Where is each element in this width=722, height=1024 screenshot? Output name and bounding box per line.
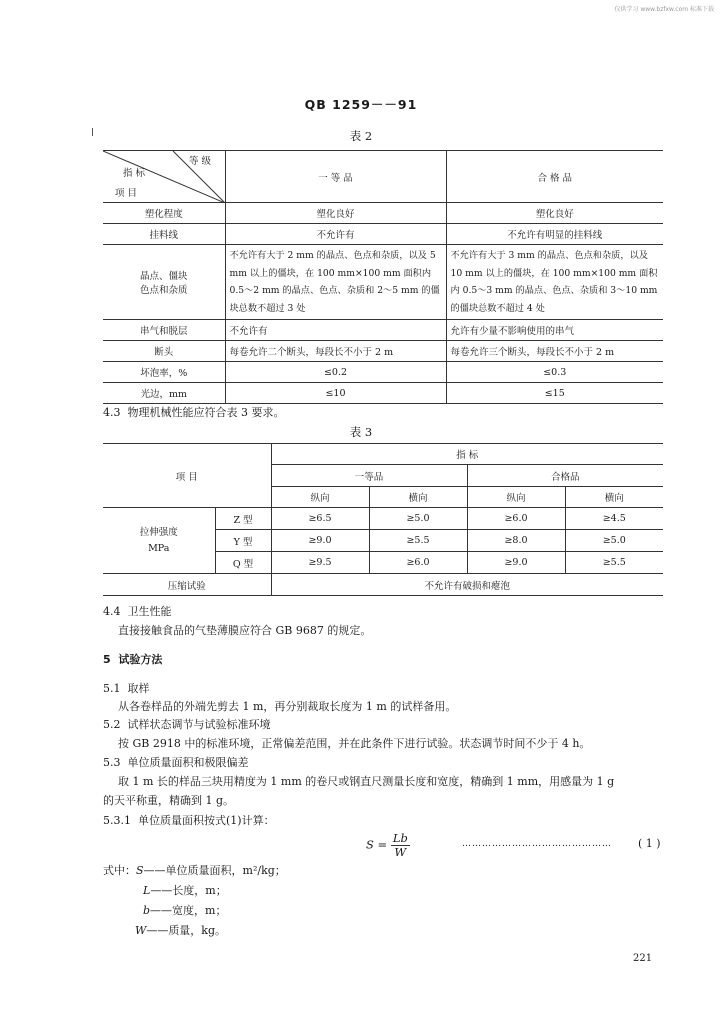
value-cell: ≥6.0 [369, 552, 467, 574]
item-label: 项 目 [115, 188, 138, 199]
section-title: 试验方法 [118, 653, 163, 666]
standard-number: QB 1259－－91 [304, 97, 418, 112]
section-5-1-heading [103, 680, 150, 696]
where-item [135, 922, 226, 938]
section-title: 卫生性能 [127, 605, 172, 618]
row-item: 晶点、僵块 色点和杂质 [103, 245, 225, 320]
longitudinal-header: 纵向 [467, 487, 565, 508]
where-item [143, 902, 226, 918]
compression-test-label: 压缩试验 [103, 574, 271, 596]
formula-fraction [391, 832, 410, 859]
value-cell: ≥4.5 [565, 508, 663, 530]
type-label: Z 型 [215, 508, 271, 530]
row-qualified: 每卷允许三个断头，每段长不小于 2 m [446, 341, 663, 362]
row-qualified: 允许有少量不影响使用的串气 [446, 320, 663, 341]
value-cell: ≥8.0 [467, 530, 565, 552]
row-first: ≤10 [225, 383, 446, 404]
section-title: 单位质量面积和极限偏差 [127, 756, 249, 769]
header-qualified: 合 格 品 [446, 151, 663, 203]
row-item: 挂料线 [103, 224, 225, 245]
section-number: 5.3 [103, 756, 121, 769]
section-number: 5.3.1 [103, 814, 131, 827]
section-5-3-text-line1: 取 1 m 长的样品三块用精度为 1 mm 的卷尺或钢直尺测量长度和宽度，精确到 1 mm，用感量为 1 g [118, 775, 615, 788]
section-number: 4.3 [103, 406, 121, 419]
section-5-1-text: 从各卷样品的外端先剪去 1 m，再分别裁取长度为 1 m 的试样备用。 [118, 700, 457, 713]
where-symbol: S [136, 864, 144, 877]
value-cell: ≥6.0 [467, 508, 565, 530]
type-label: Y 型 [215, 530, 271, 552]
value-cell: ≥9.0 [467, 552, 565, 574]
where-intro [103, 862, 286, 878]
value-cell: ≥5.5 [565, 552, 663, 574]
header-first-grade: 一 等 品 [225, 151, 446, 203]
indicator-label: 指 标 [123, 168, 146, 179]
section-title: 试样状态调节与试验标准环境 [127, 718, 271, 731]
where-description: ——宽度，m； [150, 904, 227, 917]
row-item: 光边，mm [103, 383, 225, 404]
row-item: 塑化程度 [103, 203, 225, 224]
table3 [103, 443, 663, 596]
formula-leader: ……………………………………… [462, 839, 612, 849]
table3-first-grade: 一等品 [271, 465, 467, 487]
table2 [103, 150, 663, 404]
watermark-note: 仅供学习 www.bzfxw.com 标准下载 [614, 6, 714, 13]
row-qualified: 不允许有大于 3 mm 的晶点、色点和杂质，以及 10 mm 以上的僵块，在 100 mm×100 mm 面积内 0.5～3 mm 的晶点、色点、杂质和 3～10 mm 的僵块总数不超过 4 处 [446, 245, 663, 320]
row-first: ≤0.2 [225, 362, 446, 383]
row-first: 每卷允许二个断头，每段长不小于 2 m [225, 341, 446, 362]
formula-lhs: S = [366, 837, 388, 852]
section-text: 单位质量面积按式(1)计算： [138, 814, 275, 827]
value-cell: ≥5.0 [565, 530, 663, 552]
section-5-heading [103, 651, 162, 667]
where-symbol: L [143, 884, 151, 897]
table3-indicator-header: 指 标 [271, 444, 663, 465]
formula-number: ( 1 ) [638, 837, 661, 850]
row-item: 串气和脱层 [103, 320, 225, 341]
table3-caption: 表 3 [349, 425, 373, 439]
row-first: 塑化良好 [225, 203, 446, 224]
row-item: 断头 [103, 341, 225, 362]
grade-label: 等 级 [189, 156, 212, 167]
row-qualified: ≤0.3 [446, 362, 663, 383]
section-5-3-heading [103, 754, 249, 770]
transverse-header: 横向 [369, 487, 467, 508]
section-number: 4.4 [103, 605, 121, 618]
section-number: 5.1 [103, 682, 121, 695]
value-cell: ≥9.5 [271, 552, 369, 574]
where-description: ——质量，kg。 [146, 924, 227, 937]
longitudinal-header: 纵向 [271, 487, 369, 508]
section-title: 取样 [127, 682, 150, 695]
section-4-4-text: 直接接触食品的气垫薄膜应符合 GB 9687 的规定。 [118, 624, 372, 637]
row-qualified: 不允许有明显的挂料线 [446, 224, 663, 245]
section-5-3-1 [103, 812, 275, 828]
transverse-header: 横向 [565, 487, 663, 508]
formula-1 [366, 832, 410, 859]
row-item: 坏泡率，% [103, 362, 225, 383]
section-4-3 [103, 404, 285, 420]
tensile-strength-label: 拉伸强度 MPa [103, 508, 215, 574]
row-qualified: 塑化良好 [446, 203, 663, 224]
row-qualified: ≤15 [446, 383, 663, 404]
table2-caption: 表 2 [349, 129, 373, 143]
section-5-2-heading [103, 716, 271, 732]
table2-corner-cell [103, 151, 225, 203]
value-cell: ≥9.0 [271, 530, 369, 552]
section-text: 物理机械性能应符合表 3 要求。 [127, 406, 285, 419]
where-description: ——长度，m； [150, 884, 227, 897]
row-first: 不允许有 [225, 320, 446, 341]
value-cell: ≥5.5 [369, 530, 467, 552]
where-symbol: b [143, 904, 151, 917]
table3-qualified: 合格品 [467, 465, 663, 487]
row-first: 不允许有大于 2 mm 的晶点、色点和杂质，以及 5 mm 以上的僵块，在 100 mm×100 mm 面积内 0.5～2 mm 的晶点、色点、杂质和 2～5 mm 的僵块总数不超过 3 处 [225, 245, 446, 320]
table3-item-header: 项 目 [103, 444, 271, 508]
section-5-3-text-line2: 的天平称重，精确到 1 g。 [103, 794, 235, 807]
value-cell: ≥6.5 [271, 508, 369, 530]
where-label: 式中： [103, 864, 136, 877]
compression-test-value: 不允许有破损和瘪泡 [271, 574, 663, 596]
where-item [143, 882, 227, 898]
value-cell: ≥5.0 [369, 508, 467, 530]
formula-numerator: Lb [392, 831, 408, 845]
row-first: 不允许有 [225, 224, 446, 245]
section-number: 5 [103, 653, 111, 666]
section-4-4-heading [103, 603, 172, 619]
formula-denominator: W [394, 845, 407, 859]
type-label: Q 型 [215, 552, 271, 574]
where-symbol: W [135, 924, 147, 937]
page-number: 221 [633, 953, 653, 964]
section-number: 5.2 [103, 718, 121, 731]
section-5-2-text: 按 GB 2918 中的标准环境，正常偏差范围，并在此条件下进行试验。状态调节时间不少于 4 h。 [118, 737, 591, 750]
where-description: ——单位质量面积，m²/kg； [143, 864, 286, 877]
